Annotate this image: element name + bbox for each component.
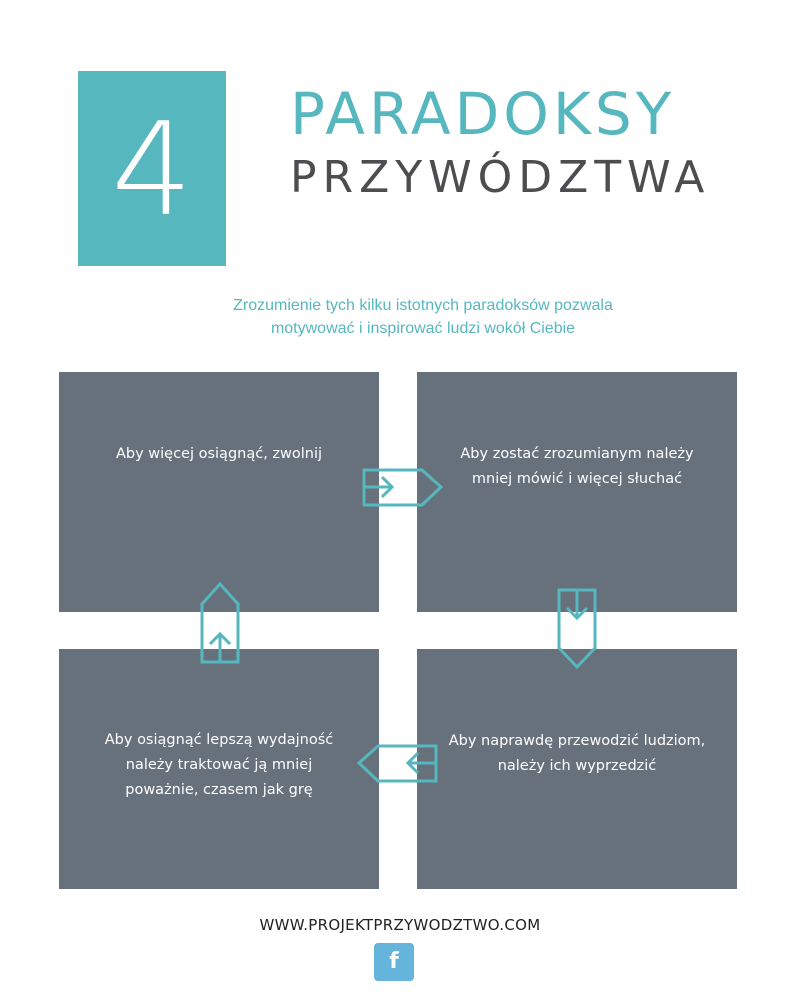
paradox-text-3: Aby osiągnąć lepszą wydajność należy traktować ją mniej poważnie, czasem jak grę: [104, 732, 334, 798]
paradox-text-4: Aby naprawdę przewodzić ludziom, należy ich wyprzedzić: [448, 733, 706, 774]
subtitle: Zrozumienie tych kilku istotnych paradoksów pozwala motywować i inspirować ludzi wokół Ciebie: [233, 297, 613, 337]
website-link[interactable]: WWW.PROJEKTPRZYWODZTWO.COM: [259, 916, 541, 934]
paradox-text-2: Aby zostać zrozumianym należy mniej mówić i więcej słuchać: [460, 446, 694, 487]
paradox-card-4: [417, 649, 737, 889]
number-badge: [78, 71, 226, 266]
arrow-down-icon: [557, 588, 598, 670]
arrow-right-icon: [362, 468, 444, 508]
paradox-card-1: [59, 372, 379, 612]
arrow-left-icon: [356, 744, 438, 784]
number-label: 4: [111, 96, 193, 245]
title-line-1: PARADOKSY: [290, 80, 676, 148]
paradox-text-1: Aby więcej osiągnąć, zwolnij: [115, 446, 323, 462]
title-line-2: PRZYWÓDZTWA: [290, 152, 711, 203]
facebook-icon: f: [389, 949, 399, 974]
paradox-card-2: [417, 372, 737, 612]
paradox-card-3: [59, 649, 379, 889]
arrow-up-icon: [200, 582, 241, 664]
facebook-button[interactable]: [374, 943, 414, 981]
